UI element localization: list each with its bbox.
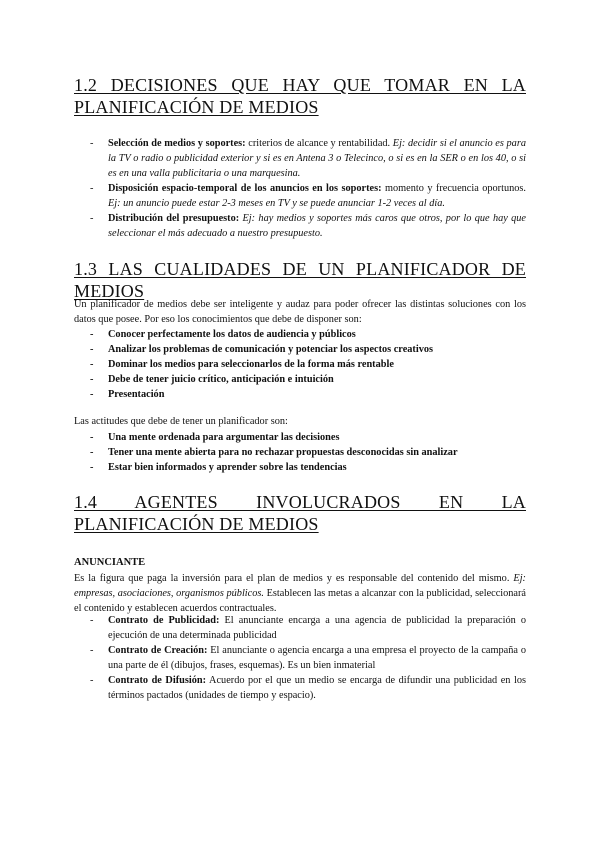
anunciante-paragraph (74, 571, 526, 616)
item-example: Ej: un anuncio puede estar 2-3 meses en TV y se puede anunciar 1-2 veces al día. (108, 198, 445, 209)
section-heading-cualidades: 1.3 LAS CUALIDADES DE UN PLANIFICADOR DE MEDIOS (74, 259, 526, 301)
list-item (90, 643, 526, 673)
cualidades-intro-paragraph: Un planificador de medios debe ser inteligente y audaz para poder ofrecer las distintas soluciones con los datos que posee. Por eso los conocimientos que debe de disponer son: (74, 299, 526, 325)
subheading-anunciante: ANUNCIANTE (74, 557, 146, 568)
list-item: - Tener una mente abierta para no rechazar propuestas desconocidas sin analizar (90, 445, 526, 460)
item-text: Acuerdo por el que un medio se encarga de difundir una publicidad en los términos pactados (unidades de tiempo y espacio). (108, 675, 527, 701)
list-item: - Debe de tener juicio crítico, anticipación e intuición (90, 372, 526, 387)
list-item: - Analizar los problemas de comunicación y potenciar los aspectos creativos (90, 342, 526, 357)
attitudes-list (90, 430, 526, 475)
item-label: Contrato de Difusión: (108, 675, 207, 686)
list-item (90, 181, 526, 211)
item-label: Disposición espacio-temporal de los anuncios en los soportes: (108, 183, 382, 194)
list-item (90, 136, 526, 181)
item-example: Ej: decidir si el anuncio es para la TV o radio o publicidad exterior y si es en Antena 3 o Telecinco, o si es en la SER o en los 40, o si es en una valla publicitaria o una marquesina. (108, 138, 526, 179)
item-text: El anunciante o agencia encarga a una empresa el proyecto de la campaña o una parte de él (dibujos, frases, esquemas). Es un bien inmaterial (108, 645, 526, 671)
contracts-list (90, 613, 526, 703)
list-item: - Una mente ordenada para argumentar las decisiones (90, 430, 526, 445)
list-item (90, 673, 526, 703)
list-item (90, 211, 526, 241)
section-heading-agentes: 1.4 AGENTES INVOLUCRADOS EN LA PLANIFICACIÓN DE MEDIOS (74, 492, 526, 534)
list-item: - Conocer perfectamente los datos de audiencia y públicos (90, 327, 526, 342)
list-item (90, 613, 526, 643)
item-label: Contrato de Publicidad: (108, 615, 220, 626)
item-text: momento y frecuencia oportunos. (381, 183, 526, 194)
paragraph-text-rest: Establecen las metas a alcanzar con la publicidad, seleccionará el contenido y establecen acuerdos contractuales. (74, 588, 527, 614)
item-label: Contrato de Creación: (108, 645, 208, 656)
paragraph-text: Es la figura que paga la inversión para el plan de medios y es responsable del contenido del mismo. (74, 573, 514, 584)
list-item: - Dominar los medios para seleccionarlos de la forma más rentable (90, 357, 526, 372)
attitudes-intro-paragraph: Las actitudes que debe de tener un planificador son: (74, 416, 288, 427)
item-label: Selección de medios y soportes: (108, 138, 246, 149)
item-label: Distribución del presupuesto: (108, 213, 240, 224)
list-item: - Presentación (90, 387, 526, 402)
item-text: El anunciante encarga a una agencia de publicidad la preparación o ejecución de una determinada publicidad (108, 615, 526, 641)
section-heading-decisiones: 1.2 DECISIONES QUE HAY QUE TOMAR EN LA PLANIFICACIÓN DE MEDIOS (74, 75, 526, 117)
paragraph-example: Ej: empresas, asociaciones, organismos públicos. (74, 573, 526, 599)
knowledge-list (90, 327, 526, 402)
list-item: - Estar bien informados y aprender sobre las tendencias (90, 460, 526, 475)
item-text: criterios de alcance y rentabilidad. (245, 138, 393, 149)
item-example: Ej: hay medios y soportes más caros que otros, por lo que hay que seleccionar el más adecuado a nuestro presupuesto. (108, 213, 527, 239)
decisions-list (90, 136, 526, 241)
